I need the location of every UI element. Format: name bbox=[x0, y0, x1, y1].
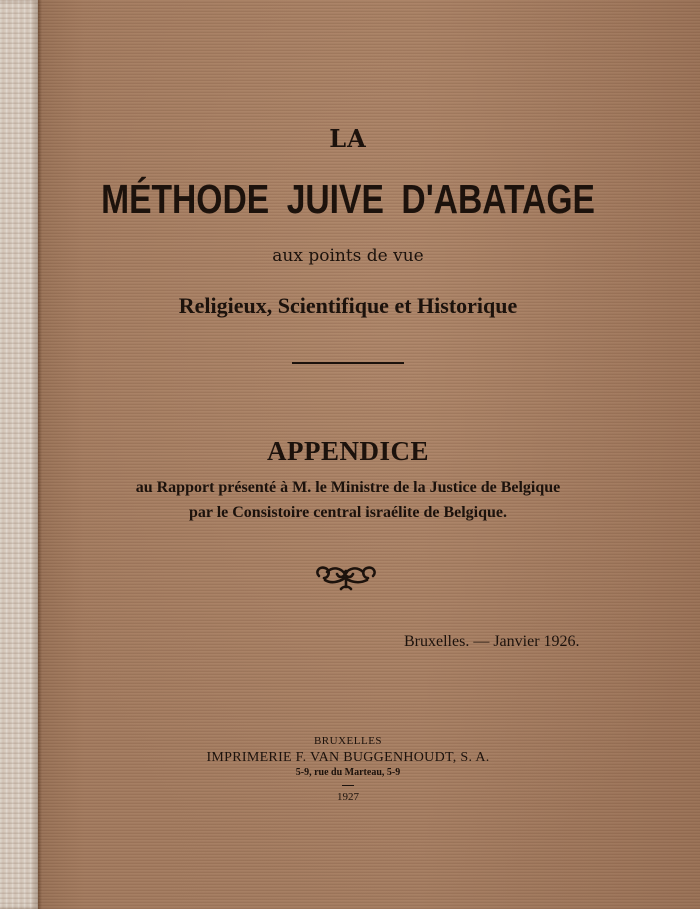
imprint-year: 1927 bbox=[337, 791, 359, 803]
ornament-icon bbox=[313, 560, 379, 594]
imprint-printer: IMPRIMERIE F. VAN BUGGENHOUDT, S. A. bbox=[206, 750, 490, 765]
subtitle-intro: aux points de vue bbox=[272, 246, 424, 266]
place-and-date: Bruxelles. — Janvier 1926. bbox=[404, 633, 580, 650]
imprint-city: BRUXELLES bbox=[313, 735, 383, 747]
section-title: APPENDICE bbox=[266, 436, 429, 466]
main-title: MÉTHODE JUIVE D'ABATAGE bbox=[101, 176, 595, 222]
title-article: LA bbox=[329, 124, 367, 153]
section-line-2: par le Consistoire central israélite de Belgique. bbox=[188, 504, 508, 521]
imprint-divider bbox=[342, 785, 354, 786]
binding-spine bbox=[0, 0, 38, 909]
subtitle: Religieux, Scientifique et Historique bbox=[178, 293, 518, 318]
imprint-address: 5-9, rue du Marteau, 5-9 bbox=[295, 767, 401, 778]
title-divider bbox=[292, 362, 404, 364]
section-line-1: au Rapport présenté à M. le Ministre de la Justice de Belgique bbox=[135, 479, 561, 496]
